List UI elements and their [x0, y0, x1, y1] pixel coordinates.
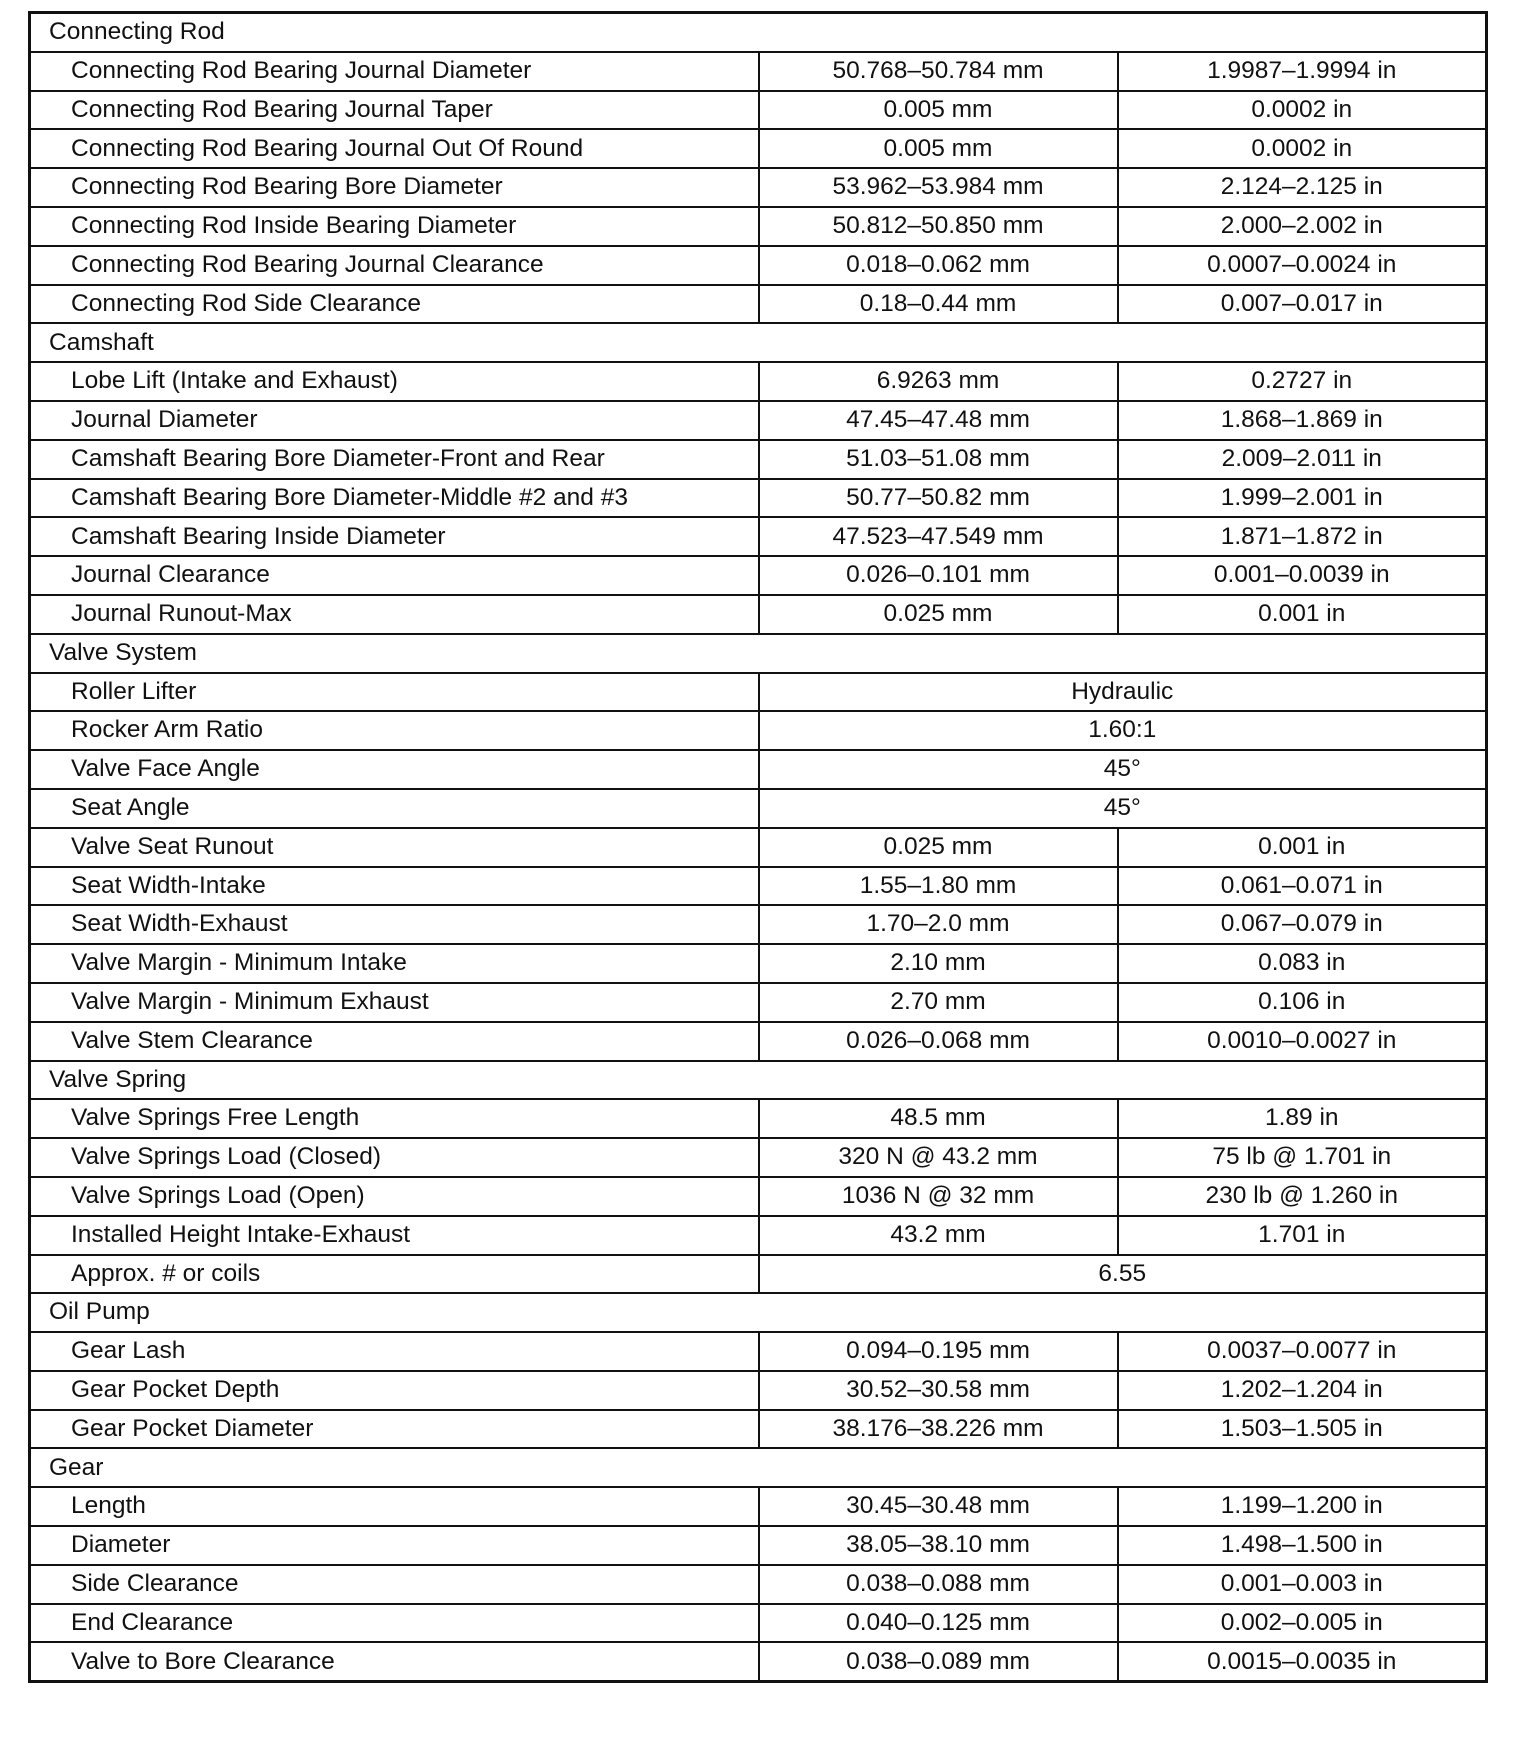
spec-row [30, 789, 1487, 828]
spec-row [30, 867, 1487, 906]
section-header-row [30, 323, 1487, 362]
spec-value-metric: 2.70 mm [759, 983, 1118, 1022]
spec-value-metric: 43.2 mm [759, 1216, 1118, 1255]
spec-value-english: 0.007–0.017 in [1118, 285, 1487, 324]
spec-row [30, 1177, 1487, 1216]
spec-value-metric: 0.038–0.089 mm [759, 1642, 1118, 1681]
spec-label: Installed Height Intake-Exhaust [30, 1216, 759, 1255]
spec-row [30, 556, 1487, 595]
spec-row [30, 1487, 1487, 1526]
spec-value-combined: Hydraulic [759, 673, 1487, 712]
spec-value-english: 2.124–2.125 in [1118, 168, 1487, 207]
spec-row [30, 983, 1487, 1022]
spec-row [30, 517, 1487, 556]
spec-value-english: 1.89 in [1118, 1099, 1487, 1138]
spec-value-metric: 47.45–47.48 mm [759, 401, 1118, 440]
spec-value-metric: 0.026–0.101 mm [759, 556, 1118, 595]
spec-label: Valve Margin - Minimum Intake [30, 944, 759, 983]
spec-value-english: 1.202–1.204 in [1118, 1371, 1487, 1410]
spec-value-metric: 51.03–51.08 mm [759, 440, 1118, 479]
spec-value-metric: 0.005 mm [759, 129, 1118, 168]
spec-label: Lobe Lift (Intake and Exhaust) [30, 362, 759, 401]
section-header-row [30, 1293, 1487, 1332]
spec-label: Valve Springs Load (Closed) [30, 1138, 759, 1177]
spec-row [30, 285, 1487, 324]
spec-row [30, 1138, 1487, 1177]
spec-value-metric: 0.005 mm [759, 91, 1118, 130]
spec-value-english: 0.001–0.0039 in [1118, 556, 1487, 595]
spec-value-metric: 1036 N @ 32 mm [759, 1177, 1118, 1216]
spec-label: Valve Margin - Minimum Exhaust [30, 983, 759, 1022]
spec-value-combined: 45° [759, 789, 1487, 828]
section-header-row [30, 13, 1487, 52]
spec-label: Connecting Rod Bearing Journal Clearance [30, 246, 759, 285]
spec-value-metric: 50.768–50.784 mm [759, 52, 1118, 91]
spec-row [30, 1216, 1487, 1255]
spec-row [30, 246, 1487, 285]
spec-value-metric: 0.025 mm [759, 595, 1118, 634]
spec-row [30, 362, 1487, 401]
spec-label: Gear Pocket Diameter [30, 1410, 759, 1449]
section-title: Camshaft [30, 323, 1487, 362]
spec-value-combined: 45° [759, 750, 1487, 789]
spec-label: Connecting Rod Bearing Journal Diameter [30, 52, 759, 91]
spec-row [30, 91, 1487, 130]
spec-value-metric: 30.52–30.58 mm [759, 1371, 1118, 1410]
spec-label: Valve Seat Runout [30, 828, 759, 867]
spec-label: Connecting Rod Inside Bearing Diameter [30, 207, 759, 246]
spec-row [30, 1099, 1487, 1138]
spec-label: Length [30, 1487, 759, 1526]
spec-value-english: 1.9987–1.9994 in [1118, 52, 1487, 91]
spec-value-english: 1.868–1.869 in [1118, 401, 1487, 440]
section-title: Valve Spring [30, 1061, 1487, 1100]
spec-row [30, 750, 1487, 789]
spec-row [30, 673, 1487, 712]
spec-value-metric: 6.9263 mm [759, 362, 1118, 401]
spec-value-english: 0.083 in [1118, 944, 1487, 983]
section-header-row [30, 1061, 1487, 1100]
spec-value-english: 0.106 in [1118, 983, 1487, 1022]
spec-label: Valve Face Angle [30, 750, 759, 789]
section-header-row [30, 1448, 1487, 1487]
spec-value-metric: 0.094–0.195 mm [759, 1332, 1118, 1371]
spec-value-metric: 320 N @ 43.2 mm [759, 1138, 1118, 1177]
spec-value-metric: 0.018–0.062 mm [759, 246, 1118, 285]
spec-label: Camshaft Bearing Inside Diameter [30, 517, 759, 556]
spec-row [30, 1642, 1487, 1681]
specification-table-body [30, 13, 1487, 1682]
spec-label: Seat Width-Intake [30, 867, 759, 906]
spec-value-metric: 38.176–38.226 mm [759, 1410, 1118, 1449]
spec-value-english: 1.701 in [1118, 1216, 1487, 1255]
spec-value-english: 0.0002 in [1118, 91, 1487, 130]
spec-label: Valve Springs Load (Open) [30, 1177, 759, 1216]
spec-label: End Clearance [30, 1604, 759, 1643]
spec-value-english: 0.001–0.003 in [1118, 1565, 1487, 1604]
spec-row [30, 1022, 1487, 1061]
spec-value-english: 1.871–1.872 in [1118, 517, 1487, 556]
spec-label: Connecting Rod Bearing Journal Out Of Round [30, 129, 759, 168]
spec-label: Diameter [30, 1526, 759, 1565]
spec-value-english: 0.001 in [1118, 595, 1487, 634]
section-title: Valve System [30, 634, 1487, 673]
spec-value-english: 0.0002 in [1118, 129, 1487, 168]
spec-value-english: 230 lb @ 1.260 in [1118, 1177, 1487, 1216]
spec-value-english: 1.999–2.001 in [1118, 479, 1487, 518]
spec-row [30, 1255, 1487, 1294]
spec-value-english: 75 lb @ 1.701 in [1118, 1138, 1487, 1177]
spec-row [30, 1526, 1487, 1565]
spec-value-english: 2.000–2.002 in [1118, 207, 1487, 246]
spec-value-metric: 48.5 mm [759, 1099, 1118, 1138]
spec-value-metric: 0.038–0.088 mm [759, 1565, 1118, 1604]
spec-label: Approx. # or coils [30, 1255, 759, 1294]
spec-label: Connecting Rod Bearing Journal Taper [30, 91, 759, 130]
spec-label: Camshaft Bearing Bore Diameter-Middle #2 and #3 [30, 479, 759, 518]
spec-value-english: 0.002–0.005 in [1118, 1604, 1487, 1643]
spec-value-english: 0.067–0.079 in [1118, 905, 1487, 944]
spec-value-english: 0.0010–0.0027 in [1118, 1022, 1487, 1061]
spec-value-english: 1.503–1.505 in [1118, 1410, 1487, 1449]
spec-row [30, 1604, 1487, 1643]
spec-value-metric: 50.812–50.850 mm [759, 207, 1118, 246]
spec-value-metric: 38.05–38.10 mm [759, 1526, 1118, 1565]
spec-value-english: 0.2727 in [1118, 362, 1487, 401]
spec-label: Connecting Rod Side Clearance [30, 285, 759, 324]
spec-label: Gear Lash [30, 1332, 759, 1371]
spec-value-metric: 50.77–50.82 mm [759, 479, 1118, 518]
spec-value-english: 0.0007–0.0024 in [1118, 246, 1487, 285]
spec-value-metric: 2.10 mm [759, 944, 1118, 983]
spec-value-english: 0.0037–0.0077 in [1118, 1332, 1487, 1371]
spec-value-english: 1.498–1.500 in [1118, 1526, 1487, 1565]
spec-label: Gear Pocket Depth [30, 1371, 759, 1410]
spec-value-metric: 0.040–0.125 mm [759, 1604, 1118, 1643]
spec-value-english: 0.061–0.071 in [1118, 867, 1487, 906]
spec-row [30, 711, 1487, 750]
spec-value-metric: 0.025 mm [759, 828, 1118, 867]
spec-row [30, 52, 1487, 91]
spec-label: Journal Diameter [30, 401, 759, 440]
spec-row [30, 479, 1487, 518]
spec-label: Valve Stem Clearance [30, 1022, 759, 1061]
spec-row [30, 1410, 1487, 1449]
spec-row [30, 129, 1487, 168]
spec-label: Journal Runout-Max [30, 595, 759, 634]
spec-row [30, 1371, 1487, 1410]
section-title: Gear [30, 1448, 1487, 1487]
spec-row [30, 440, 1487, 479]
spec-row [30, 905, 1487, 944]
spec-label: Seat Width-Exhaust [30, 905, 759, 944]
spec-row [30, 1565, 1487, 1604]
spec-value-metric: 1.70–2.0 mm [759, 905, 1118, 944]
spec-value-english: 1.199–1.200 in [1118, 1487, 1487, 1526]
spec-row [30, 595, 1487, 634]
spec-label: Side Clearance [30, 1565, 759, 1604]
spec-row [30, 168, 1487, 207]
spec-row [30, 401, 1487, 440]
spec-label: Valve Springs Free Length [30, 1099, 759, 1138]
spec-label: Roller Lifter [30, 673, 759, 712]
spec-label: Valve to Bore Clearance [30, 1642, 759, 1681]
spec-row [30, 944, 1487, 983]
spec-label: Rocker Arm Ratio [30, 711, 759, 750]
spec-value-metric: 47.523–47.549 mm [759, 517, 1118, 556]
spec-value-metric: 0.18–0.44 mm [759, 285, 1118, 324]
spec-row [30, 828, 1487, 867]
spec-value-metric: 0.026–0.068 mm [759, 1022, 1118, 1061]
section-header-row [30, 634, 1487, 673]
specification-table [28, 11, 1488, 1683]
spec-row [30, 1332, 1487, 1371]
spec-label: Connecting Rod Bearing Bore Diameter [30, 168, 759, 207]
spec-value-combined: 1.60:1 [759, 711, 1487, 750]
spec-value-combined: 6.55 [759, 1255, 1487, 1294]
spec-value-english: 2.009–2.011 in [1118, 440, 1487, 479]
spec-row [30, 207, 1487, 246]
spec-label: Journal Clearance [30, 556, 759, 595]
spec-value-metric: 1.55–1.80 mm [759, 867, 1118, 906]
section-title: Connecting Rod [30, 13, 1487, 52]
spec-label: Camshaft Bearing Bore Diameter-Front and Rear [30, 440, 759, 479]
spec-value-english: 0.0015–0.0035 in [1118, 1642, 1487, 1681]
spec-label: Seat Angle [30, 789, 759, 828]
spec-value-metric: 30.45–30.48 mm [759, 1487, 1118, 1526]
spec-value-metric: 53.962–53.984 mm [759, 168, 1118, 207]
spec-value-english: 0.001 in [1118, 828, 1487, 867]
section-title: Oil Pump [30, 1293, 1487, 1332]
